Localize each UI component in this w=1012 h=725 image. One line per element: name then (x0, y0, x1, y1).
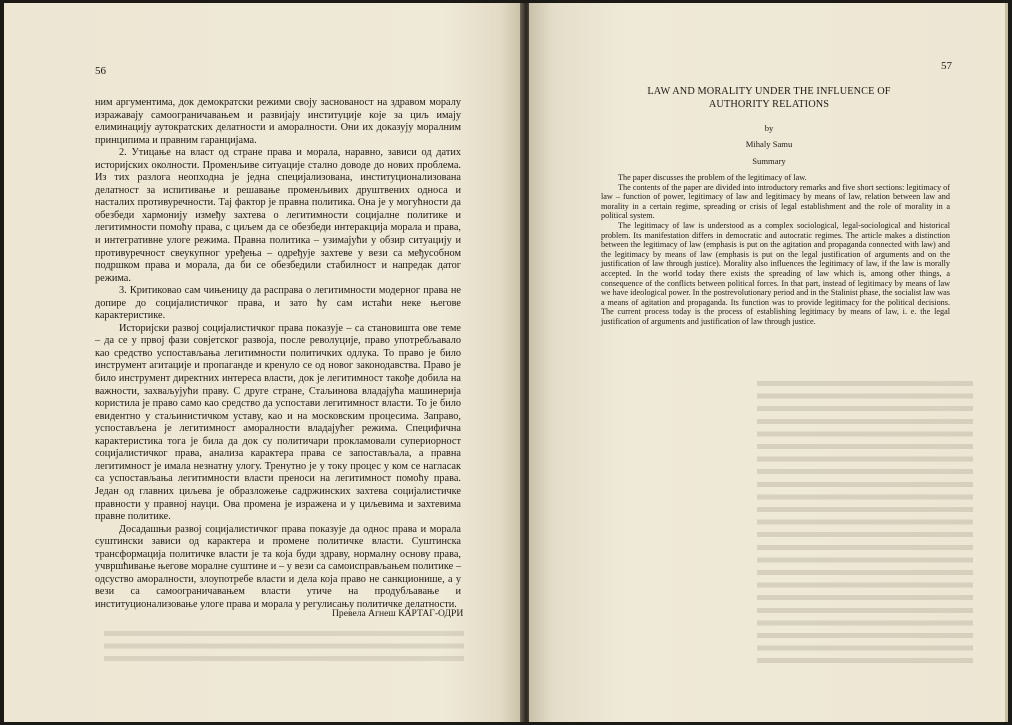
paragraph: The contents of the paper are divided into introductory remarks and five short sections: legitimacy of law – function of power, legitimacy of law and legitimacy by means of law, relation between law and morality in a certain regime, spreading or crisis of legal establishment and the role of morality in a political system. (601, 182, 950, 221)
body-text (95, 97, 461, 611)
page-edge (1005, 3, 1008, 722)
page-number: 56 (95, 65, 106, 77)
translator-credit: Превела Агнеш КАРТАГ-ОДРИ (332, 608, 464, 619)
article-title: LAW AND MORALITY UNDER THE INFLUENCE OF AUTHORITY RELATIONS (647, 86, 891, 110)
paragraph: Историјски развој социјалистичког права показује – са становишта ове теме – да се у првој фази совјетског развоја, после револуције, право употребљавало као средство успостављања легитимности политичких одлука. То право је било инструмент агитације и пропаганде и кренуло се од новог законодавства. Право је било инструмент директних интереса власти, док је легитимност такође добила на важности, захваљујући праву. С друге стране, Стаљинова владајућа машинерија користила је право само као средство да успостави легитимност власти. То је било евидентно у стаљинистичком уставу, као и на московским процесима. Заправо, успостављена је легитимност аморалности владајућег режима. Специфична карактеристика тога је била да док су политичари прокламовали супериорност социјалистичког права, анализа карактера права се запостављала, а правна легитимност је имала незнатну улогу. Тренутно је у току процес у ком се нагласак са успостављања легитимности власти преноси на легитимност помоћу права. Један од главних циљева је образложење садржинских захтева социјалистичке правности у правној науци. Ова промена је изражена и у циљевима и захтевима правне политике. (95, 322, 461, 523)
bleed-through-text (757, 378, 973, 670)
paragraph: ним аргументима, док демократски режими своју заснованост на здравом моралу изражавају самоограничавањем и развијају институције које за циљ имају елиминацију аутократских делатности и аморалности. Они их доказују моралним принципима и правним гаранцијама. (95, 97, 461, 146)
left-page (4, 3, 522, 722)
open-book-spread (4, 3, 1008, 722)
author-name: Mihaly Samu (745, 139, 793, 149)
paragraph: 3. Критиковао сам чињеницу да расправа о легитимности модерног права не допире до социјалистичког права, и зато ћу сам истаћи неке његове карактеристике. (95, 285, 461, 322)
paragraph: The legitimacy of law is understood as a complex sociological, legal-sociological and historical problem. Its manifestation differs in democratic and autocratic regimes. The article makes a distinction between the legitimacy of law (emphasis is put on the agitation and propaganda connected with law) and the legitimacy by means of law (emphasis is put on the legal justification of arguments and on the justification of law through justice). Morality also influences the legitimacy of law, if the law is morally accepted. In the world today there exists the spreading of law which is, among other things, a consequence of the conflicts between political forces. In that part, instead of legitimacy by means of law we have ideological power. In the postrevolutionary period and in the Stalinist phase, the socialist law was a means of agitation and propaganda. Its function was to provide legitimacy for the political decisions. The current process today is the process of establishing legitimacy by means of law, i. e. the legal justification of arguments and justification of law through justice. (601, 220, 950, 326)
page-number: 57 (941, 60, 952, 72)
summary-heading: Summary (752, 156, 786, 166)
summary-text (601, 173, 950, 327)
byline-by: by (764, 123, 774, 133)
paragraph: Досадашњи развој социјалистичког права показује да однос права и морала суштински зависи од карактера и промене политичке власти. Суштинска трансформација политичке власти је та која буди здраву, нормалну основу права, учвршћивање његове моралне суштине и – у вези са самоисправљањем политике – одсуство аморалности, злоупотребе власти и дела која право не санкционише, а у вези са самоограничавањем власти утиче на продубљавање и институционализовање улоге права и морала у регулисању политичке делатности. (95, 523, 461, 610)
right-page (529, 3, 1008, 722)
paragraph: The paper discusses the problem of the legitimacy of law. (618, 173, 807, 182)
bleed-through-text (104, 628, 464, 668)
paragraph: 2. Утицање на власт од стране права и морала, наравно, зависи од датих историјских околности. Променљиве ситуације стално доводе до нових проблема. Из тих разлога неопходна је једна специјализована, институционализована делатност за испитивање и решавање променљивих друштвених односа и насталих противуречности. Тај фактор је правна политика. Она је у могућности да обезбеди хармонију између захтева о легитимности социјалне политике и легитимности помоћу права, с циљем да се обезбеди интеракција морала и права, и интегративне улоге режима. Правна политика – узимајући у обзир ситуацију и противуречност свеукупног уређења – одређује захтеве у вези са међусобном подршком права и морала, да би се обезбедили стабилност и напредак датог режима. (95, 147, 461, 284)
